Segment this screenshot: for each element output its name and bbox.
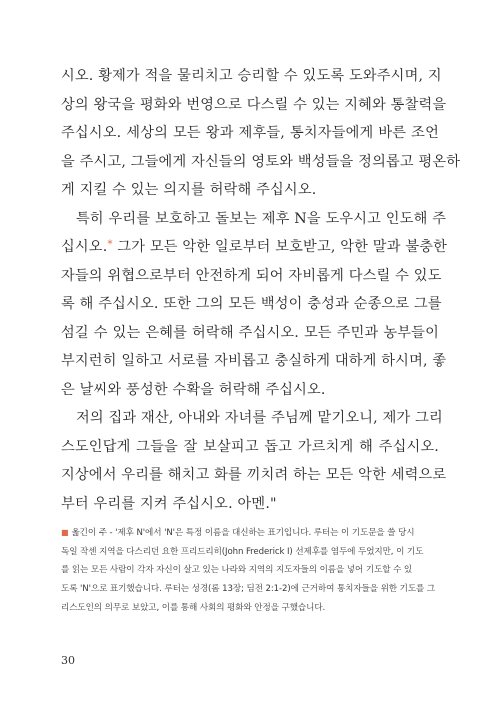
- footnote-line: 독일 작센 지역을 다스리던 요한 프리드리히(John Frederick I) 선제후를 염두에 두었지만, 이 기도: [61, 546, 424, 557]
- body-line: 부터 우리를 지켜 주십시오. 아멘.": [61, 495, 277, 512]
- footnote-line: 리스도인의 의무로 보았고, 이를 통해 사회의 평화와 안정을 구했습니다.: [61, 602, 326, 613]
- body-line: 상의 왕국을 평화와 번영으로 다스릴 수 있는 지혜와 통찰력을: [61, 96, 447, 113]
- body-line-rest: 그가 모든 악한 일로부터 보호받고, 악한 말과 불충한: [112, 239, 448, 255]
- body-line: 저의 집과 재산, 아내와 자녀를 주님께 맡기오니, 제가 그리: [76, 410, 443, 426]
- body-line-with-footnote: [61, 233, 448, 262]
- body-line: 은 날씨와 풍성한 수확을 허락해 주십시오.: [61, 381, 326, 398]
- body-line: 특히 우리를 보호하고 돌보는 제후 N을 도우시고 인도해 주: [76, 210, 447, 227]
- body-line: 주십시오. 세상의 모든 왕과 제후들, 통치자들에게 바른 조언: [61, 125, 439, 141]
- footnote-line: 를 읽는 모든 사람이 각자 자신이 살고 있는 나라와 지역의 지도자들의 이름을 넣어 기도할 수 있: [61, 565, 413, 576]
- body-line-start: 십시오.: [61, 239, 108, 255]
- footnote-line: 도록 'N'으로 표기했습니다. 루터는 성경(롬 13장; 딤전 2:1-2)에 근거하여 통치자들을 위한 기도를 그: [61, 584, 436, 595]
- body-line: 부지런히 일하고 서로를 자비롭고 충실하게 대하게 하시며, 좋: [61, 353, 447, 369]
- prayer-body-text: [61, 62, 461, 518]
- footnote-line: [61, 524, 441, 543]
- footnote: [61, 524, 441, 617]
- body-line: 자들의 위협으로부터 안전하게 되어 자비롭게 다스릴 수 있도: [61, 267, 442, 284]
- footnote-line-text: 옮긴이 주 - '제후 N'에서 'N'은 특정 이름을 대신하는 표기입니다. 루터는 이 기도문을 쓸 당시: [71, 528, 415, 538]
- body-line: 시오. 황제가 적을 물리치고 승리할 수 있도록 도와주시며, 지: [61, 68, 442, 84]
- page-number: 30: [61, 654, 75, 667]
- body-line: 스도인답게 그들을 잘 보살피고 돕고 가르치게 해 주십시오.: [61, 438, 439, 455]
- footnote-bullet-icon: ■: [61, 528, 69, 537]
- body-line: 게 지킬 수 있는 의지를 허락해 주십시오.: [61, 182, 317, 198]
- body-line: 섬길 수 있는 은혜를 허락해 주십시오. 모든 주민과 농부들이: [61, 324, 439, 341]
- footnote-marker: *: [107, 239, 113, 250]
- body-line: 록 해 주십시오. 또한 그의 모든 백성이 충성과 순종으로 그를: [61, 296, 442, 312]
- body-line: 지상에서 우리를 해치고 화를 끼치려 하는 모든 악한 세력으로: [61, 467, 447, 483]
- body-line: 을 주시고, 그들에게 자신들의 영토와 백성들을 정의롭고 평온하: [61, 153, 461, 170]
